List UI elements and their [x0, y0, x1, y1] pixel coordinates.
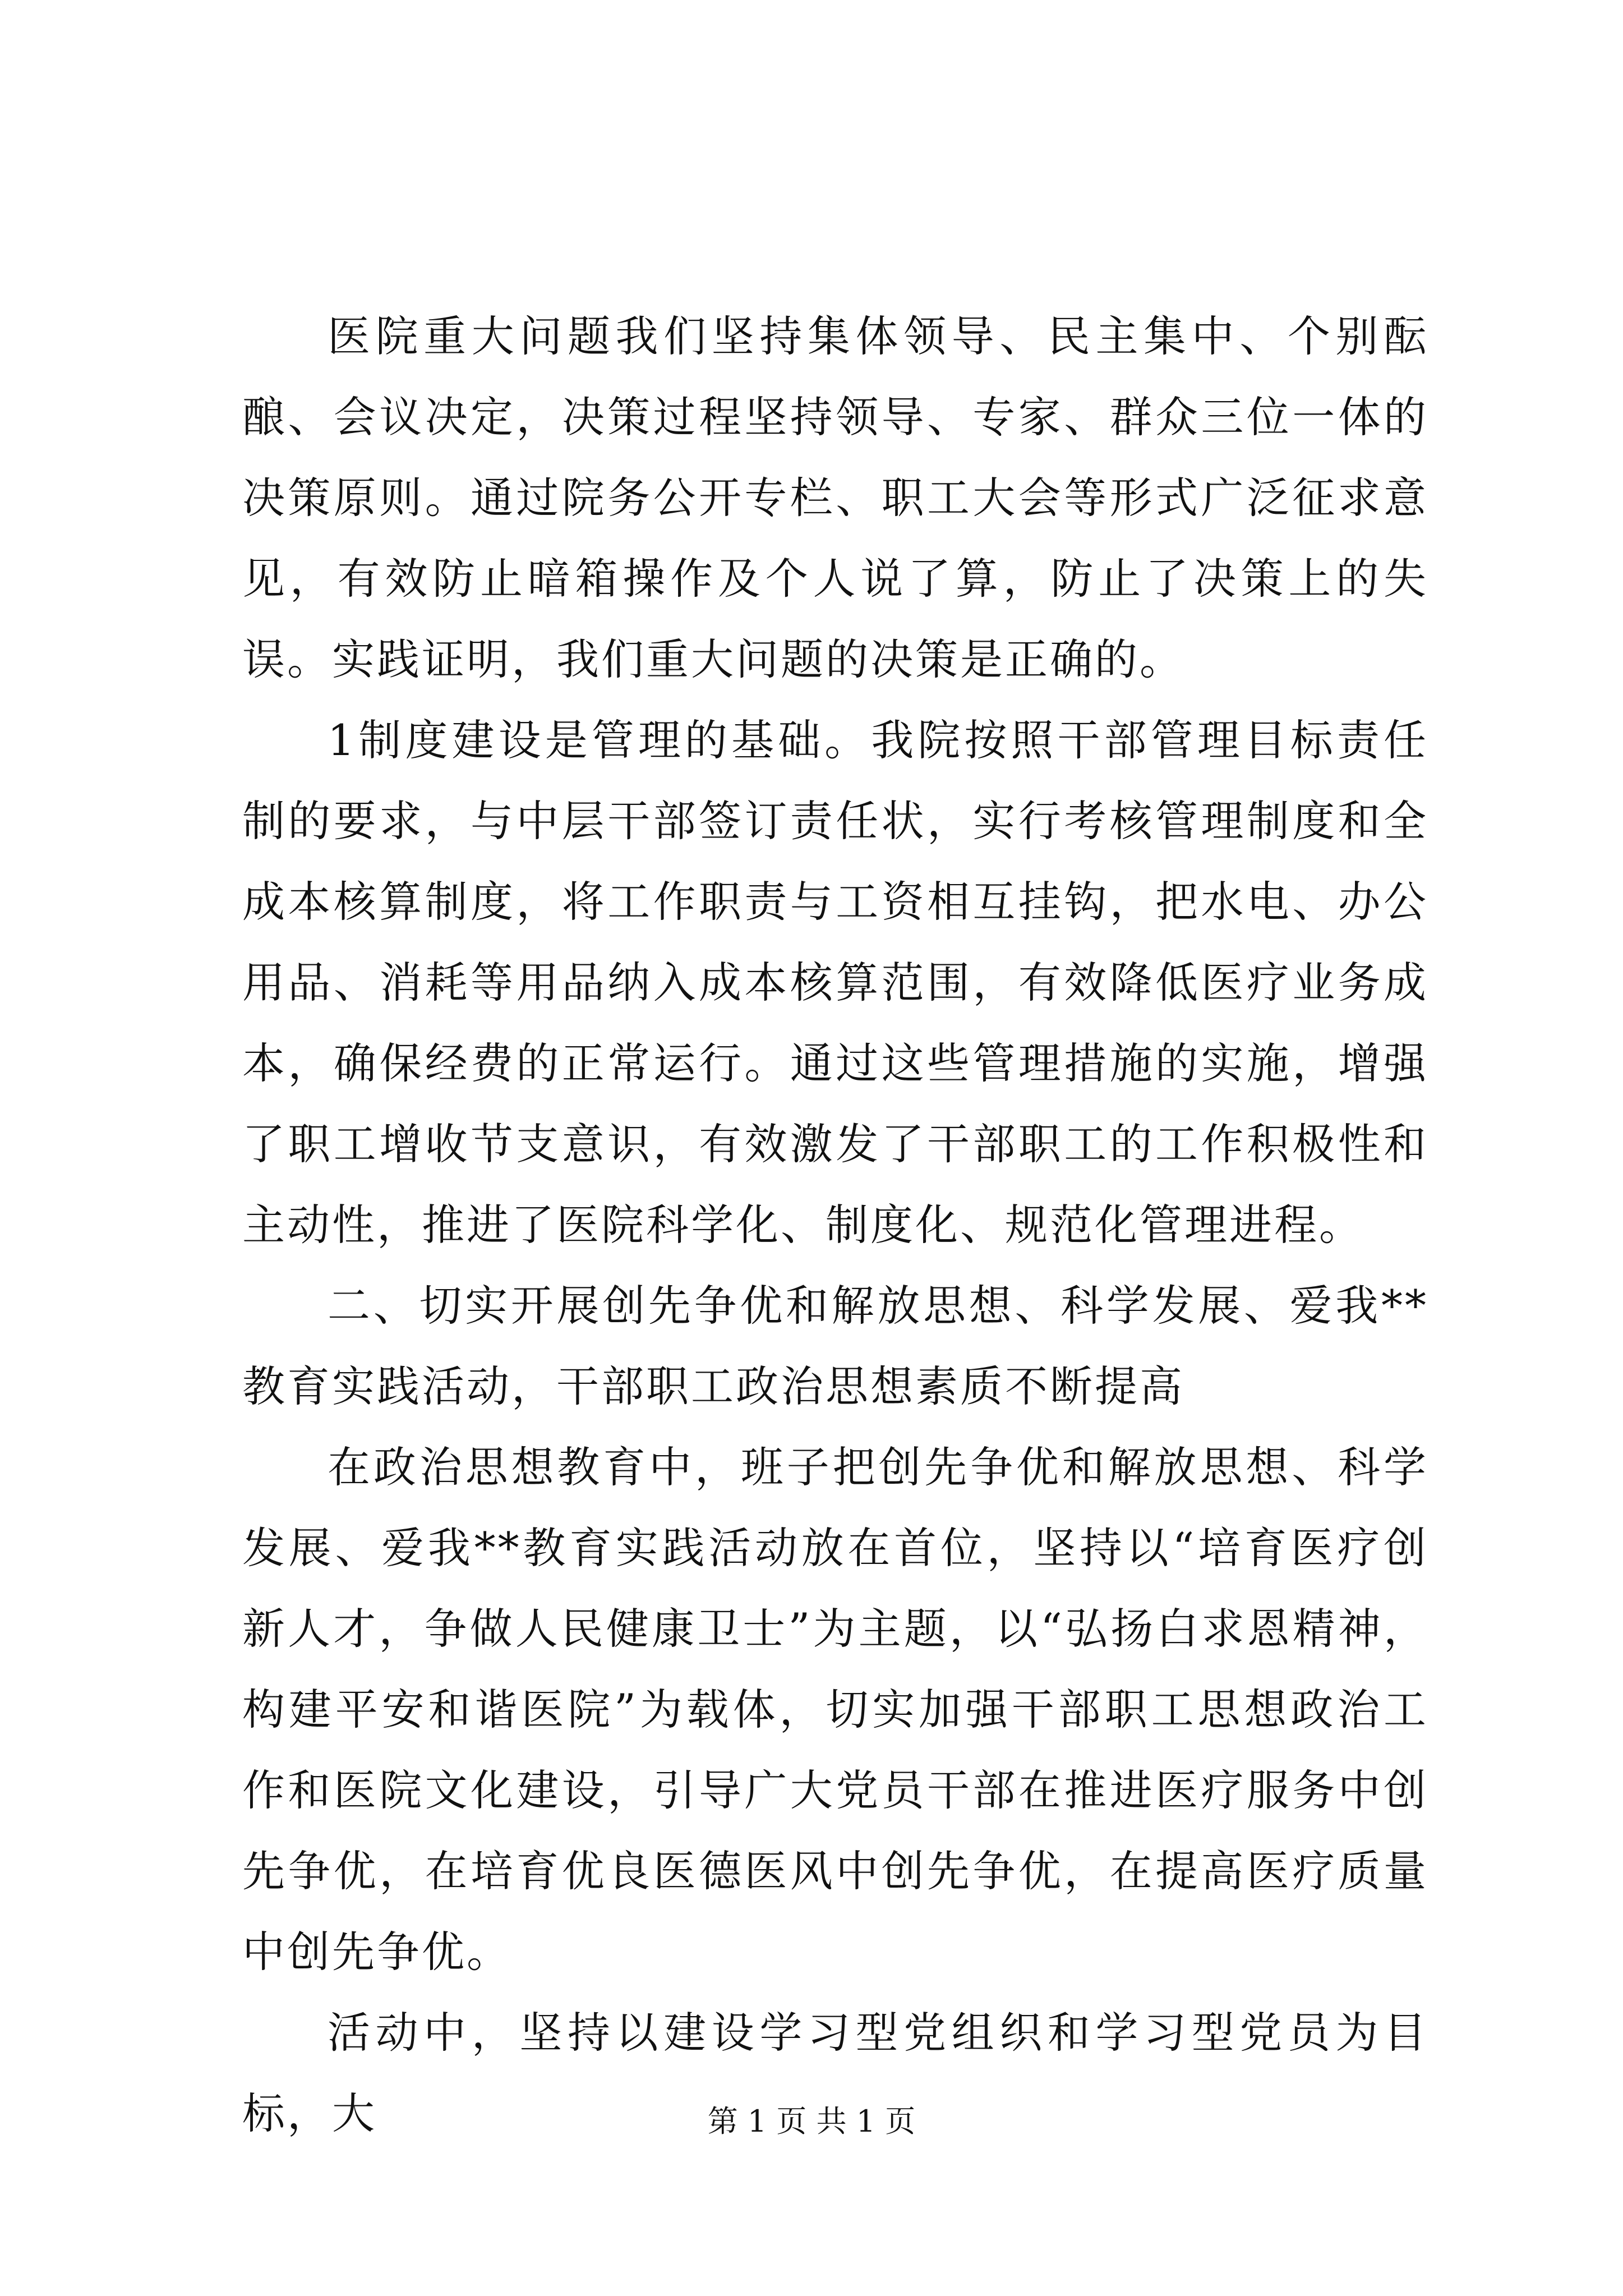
section-heading-two: 二、切实开展创先争优和解放思想、科学发展、爱我**教育实践活动，干部职工政治思想素质不断提高: [242, 1281, 1428, 1411]
document-body: [242, 296, 1428, 2154]
page-number-footer: 第 1 页 共 1 页: [707, 2104, 916, 2139]
paragraph-activities: 活动中，坚持以建设学习型党组织和学习型党员为目标，大: [242, 2008, 1428, 2138]
paragraph-system-construction: 1制度建设是管理的基础。我院按照干部管理目标责任制的要求，与中层干部签订责任状，实行考核管理制度和全成本核算制度，将工作职责与工资相互挂钩，把水电、办公用品、消耗等用品纳入成本核算范围，有效降低医疗业务成本，确保经费的正常运行。通过这些管理措施的实施，增强了职工增收节支意识，有效激发了干部职工的工作积极性和主动性，推进了医院科学化、制度化、规范化管理进程。: [242, 715, 1428, 1250]
paragraph-decision-making: 医院重大问题我们坚持集体领导、民主集中、个别酝酿、会议决定，决策过程坚持领导、专家、群众三位一体的决策原则。通过院务公开专栏、职工大会等形式广泛征求意见，有效防止暗箱操作及个人说了算，防止了决策上的失误。实践证明，我们重大问题的决策是正确的。: [242, 311, 1428, 684]
paragraph-political-education: 在政治思想教育中，班子把创先争优和解放思想、科学发展、爱我**教育实践活动放在首位，坚持以“培育医疗创新人才，争做人民健康卫士”为主题，以“弘扬白求恩精神，构建平安和谐医院”为载体，切实加强干部职工思想政治工作和医院文化建设，引导广大党员干部在推进医疗服务中创先争优，在培育优良医德医风中创先争优，在提高医疗质量中创先争优。: [242, 1442, 1428, 1977]
